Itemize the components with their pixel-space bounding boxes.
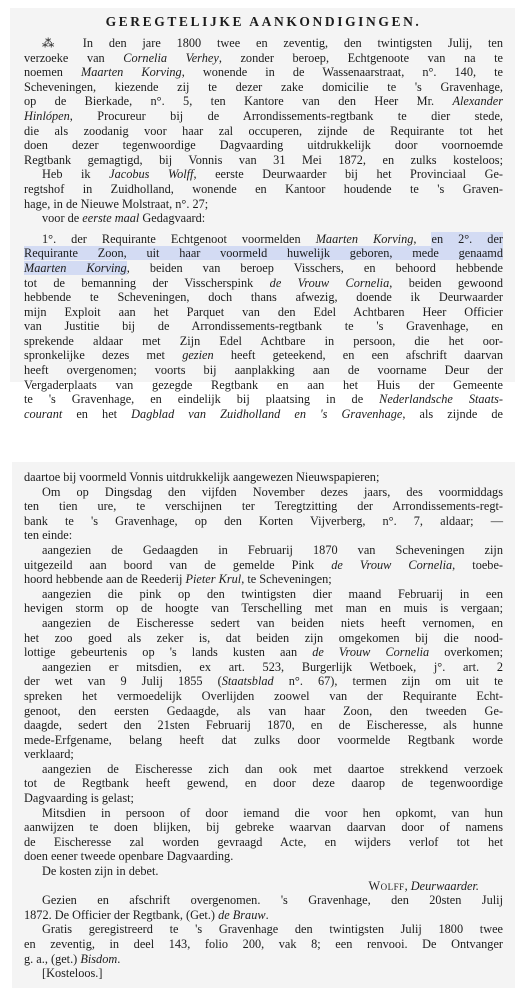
text-segment: ⁂ In den jare 1800 twee en zeventig, den twintigsten Julij, ten [42, 36, 503, 50]
text-line [24, 937, 503, 952]
text-segment: aangezien die pink op den twintigsten dier maand Februarij in een [42, 586, 503, 601]
text-segment: Gratis geregistreerd te 's Gravenhage den twintigsten Julij 1800 twee [42, 922, 503, 937]
text-segment: aangezien de Eischeresse zich dan ook met daartoe strekkend verzoek [42, 761, 503, 776]
text-line [24, 36, 503, 51]
text-line [24, 791, 503, 806]
text-line [24, 645, 503, 660]
text-segment: ten tien ure, te verschijnen ter Teregtzitting der Arrondissements-regt- [24, 499, 503, 514]
text-line [24, 211, 503, 226]
text-segment: 1°. der Requirante Echtgenoot voormelden [42, 231, 316, 246]
text-segment: de Eischeresse zal worden gevraagd Acte, en wijders verlof tot het [24, 834, 503, 849]
text-line [24, 485, 503, 500]
text-segment: regtshof in Zuidholland, wonende en Kantoor houdende te 's Graven- [24, 181, 503, 196]
text-segment: sprekende aldaar met Zijn Edel Achtbare in persoon, die het oor- [24, 333, 503, 348]
text-segment: hevigen storm op de hoogte van Terschelling met man en muis is vergaan; [24, 601, 503, 616]
text-segment: tot de bemanning der Visscherspink [24, 275, 270, 290]
text-segment: g. a., (get.) [24, 951, 81, 966]
text-line [24, 820, 503, 835]
text-segment: Dagblad van Zuidholland en 's Gravenhage [131, 406, 403, 421]
text-line [24, 689, 503, 704]
text-line [24, 232, 503, 247]
text-segment: eerste maal [82, 211, 140, 226]
text-segment: , toebe- [452, 557, 504, 572]
text-line [24, 514, 503, 529]
text-line [24, 392, 503, 407]
text-line [24, 138, 503, 153]
text-line [24, 348, 503, 363]
notice-clipping-top [10, 8, 515, 421]
text-segment: hebbende te Scheveningen, doch thans afwezig, doende ik Deurwaarder [24, 290, 503, 305]
text-line [24, 908, 503, 923]
text-segment: tot de Regtbank heeft gewend, en door deze daarop de tegenwoordige [24, 776, 503, 791]
text-segment: Alexander [452, 94, 503, 109]
text-segment: . [265, 907, 269, 922]
text-segment: en zeventig, in deel 143, folio 200, vak 8; een renvooi. De Ontvanger [24, 937, 503, 951]
text-line [24, 124, 503, 139]
text-segment: noemen [24, 65, 81, 80]
text-segment: verklaard; [24, 747, 74, 762]
text-segment: aangezien er mitsdien, ex art. 523, Burgerlijk Wetboek, j°. art. 2 [42, 659, 503, 674]
text-segment: Nederlandsche Staats- [379, 392, 504, 407]
text-segment: . [117, 951, 121, 966]
text-line [24, 543, 503, 558]
text-segment: , eerste Deurwaarder bij het Provinciaal Ge- [193, 167, 504, 182]
text-segment: Scheveningen, kiezende zij te dezer zake domicilie te 's Gravenhage, [24, 79, 503, 94]
text-segment: Staatsblad [221, 674, 274, 689]
text-segment: spreken het vermoedelijk Overlijden zoowel van der Requirante Echt- [24, 688, 503, 703]
text-line [24, 587, 503, 602]
text-segment: aanwijzen te doen blijken, bij gebreke waarvan daarvan door of namens [24, 820, 503, 835]
text-segment: , beiden van beroep Visschers, en behoord hebbende [126, 260, 503, 275]
text-segment: gezien [182, 348, 214, 363]
text-line [24, 305, 503, 320]
text-segment: [Kosteloos.] [42, 966, 103, 981]
text-line [24, 499, 503, 514]
text-segment: Vergaderplaats van gezegde Regtbank en aan het Huis der Gemeente [24, 377, 503, 392]
text-line [24, 966, 503, 981]
text-segment: De kosten zijn in debet. [42, 864, 159, 879]
text-segment: courant [24, 406, 63, 421]
text-line [24, 718, 503, 733]
text-line [24, 835, 503, 850]
notice-title: GEREGTELIJKE AANKONDIGINGEN. [105, 14, 422, 29]
text-line [24, 922, 503, 937]
text-line [24, 616, 503, 631]
text-line [24, 806, 503, 821]
text-line [24, 952, 503, 967]
text-line [24, 276, 503, 291]
text-segment: , [404, 878, 411, 893]
text-line [24, 864, 503, 879]
text-segment: , te Scheveningen; [241, 572, 332, 587]
text-segment: Deurwaarder. [410, 878, 479, 893]
text-line [24, 849, 503, 864]
text-line [24, 290, 503, 305]
text-line [24, 733, 503, 748]
text-line [24, 674, 503, 689]
text-line [24, 601, 503, 616]
text-segment: ten einde: [24, 528, 73, 543]
text-segment: de Brauw [218, 907, 266, 922]
text-segment: Maarten Korving [315, 231, 414, 246]
text-line [24, 631, 503, 646]
text-segment: daartoe bij voormeld Vonnis uitdrukkelijk aangewezen Nieuwspapieren; [24, 470, 380, 484]
highlighted-text: Maarten Korving [24, 260, 127, 275]
text-segment: Maarten Korving [80, 65, 182, 80]
text-segment: Gedagvaard: [139, 211, 206, 226]
text-line [24, 182, 503, 197]
text-segment: genoot, den eersten Gedaagde, als van haar Zoon, den tweeden Ge- [24, 703, 503, 718]
text-segment: doen dezer tegenwoordige Dagvaarding uitdrukkelijk door voornoemde [24, 138, 503, 153]
text-line [24, 109, 503, 124]
text-segment: overkomen; [429, 645, 504, 660]
text-segment: Jacobus Wolff [109, 167, 194, 182]
text-segment: , wonende in de Wassenaarstraat, n°. 140, te [181, 65, 503, 80]
text-line [24, 65, 503, 80]
text-line [24, 334, 503, 349]
text-line [24, 319, 503, 334]
text-segment: hage, in de Nieuwe Molstraat, n°. 27; [24, 196, 209, 211]
text-segment: en het [62, 406, 132, 421]
text-segment: mede-Erfgename, belang heeft dat zulks door voormelde Regtbank worde [24, 732, 503, 747]
text-segment: heeft geteekend, en een afschrift daarvan [213, 348, 503, 363]
text-line [24, 197, 503, 212]
text-segment: te 's Gravenhage, en eindelijk bij plaatsing in de [24, 392, 380, 407]
text-segment: Heb ik [42, 167, 110, 182]
text-segment: , als zijnde de [402, 406, 503, 421]
text-line [24, 470, 503, 485]
text-line [24, 363, 503, 378]
text-segment: die als zoodanig voor haar zal occuperen, zijnde de Requirante tot het [24, 123, 503, 138]
text-line [24, 407, 503, 422]
text-segment: Pieter Krul [185, 572, 242, 587]
highlighted-text: en 2°. der [431, 231, 503, 246]
text-segment: de Vrouw Cornelia [312, 645, 430, 660]
text-segment: de Vrouw Cornelia [331, 557, 453, 572]
text-line [24, 879, 503, 894]
text-segment: Gezien en afschrift overgenomen. 's Gravenhage, den 20sten Julij [42, 893, 503, 908]
text-segment: Bisdom [80, 951, 118, 966]
text-segment: doen eener tweede openbare Dagvaarding. [24, 849, 234, 864]
text-segment: spronkelijke dezes met [24, 348, 183, 363]
text-line [24, 80, 503, 95]
text-segment: verzoeke van [24, 50, 124, 65]
text-line [24, 153, 503, 168]
text-line [24, 378, 503, 393]
text-line [24, 660, 503, 675]
text-line [24, 776, 503, 791]
text-line [24, 528, 503, 543]
text-segment: uitgezeild aan boord van de gemelde Pink [24, 557, 332, 572]
text-segment: heeft overgenomen; voorts bij aanplakking aan de voorname Deur der [24, 363, 503, 378]
text-segment: Om op Dingsdag den vijfden November dezes jaars, des voormiddags [42, 484, 503, 499]
text-segment: , zonder beroep, Echtgenoote van na te [218, 50, 503, 65]
text-segment: aangezien de Eischeresse sedert van beiden niets heeft vernomen, en [42, 615, 503, 630]
text-line [24, 246, 503, 261]
text-segment: Wolff [368, 878, 405, 893]
text-segment: , beiden gewoond [389, 275, 503, 290]
text-segment: , [413, 231, 432, 246]
text-segment: hoord hebbende aan de Reederij [24, 572, 186, 587]
text-segment: de Vrouw Cornelia [269, 275, 390, 290]
text-segment: Regtbank gemagtigd, bij Vonnis van 31 Mei 1872, en zulks kosteloos; [24, 152, 503, 167]
text-segment: van Justitie bij de Arrondissements-regtbank te 's Gravenhage, en [24, 319, 503, 334]
text-segment: op de Bierkade, n°. 5, ten Kantore van den Heer Mr. [24, 94, 453, 109]
highlighted-text: Requirante Zoon, uit haar voormeld huwelijk geboren, mede genaamd [24, 246, 503, 261]
notice-body-bottom [24, 470, 503, 981]
text-line [24, 747, 503, 762]
text-segment: het zoo goed als zeker is, dat beiden zijn omgekomen bij die nood- [24, 630, 503, 645]
text-segment: Hinlópen [24, 108, 70, 123]
text-segment: Dagvaarding is gelast; [24, 791, 134, 806]
text-segment: der wet van 9 Julij 1855 ( [24, 674, 222, 689]
text-line [24, 893, 503, 908]
text-line [24, 94, 503, 109]
notice-clipping-bottom [12, 462, 515, 988]
notice-body-top [24, 36, 503, 421]
text-segment: bank te 's Gravenhage, op den Korten Vijverberg, n°. 7, aldaar; — [24, 513, 503, 528]
text-line [24, 572, 503, 587]
text-segment: lottige gebeurtenis op 's lands kusten aan [24, 645, 313, 660]
text-line [24, 51, 503, 66]
text-line [24, 558, 503, 573]
text-segment: voor de [42, 211, 83, 226]
text-line [24, 704, 503, 719]
text-segment: daagde, sedert den 21sten Februarij 1870, en de Eischeresse, als hunne [24, 718, 503, 733]
text-line [24, 762, 503, 777]
text-segment: , Procureur bij de Arrondissements-regtbank te dier stede, [69, 108, 503, 123]
text-line [24, 167, 503, 182]
text-segment: n°. 67), termen zijn om uit te [273, 674, 503, 689]
text-segment: mijn Exploit aan het Parquet van den Edel Achtbaren Heer Officier [24, 304, 503, 319]
text-line [24, 261, 503, 276]
text-segment: Mitsdien in persoon of door iemand die voor hen opkomt, van hun [42, 805, 503, 820]
text-segment: 1872. De Officier der Regtbank, (Get.) [24, 907, 219, 922]
text-segment: Cornelia Verhey [123, 50, 219, 65]
text-segment: aangezien de Gedaagden in Februarij 1870 van Scheveningen zijn [42, 542, 503, 557]
